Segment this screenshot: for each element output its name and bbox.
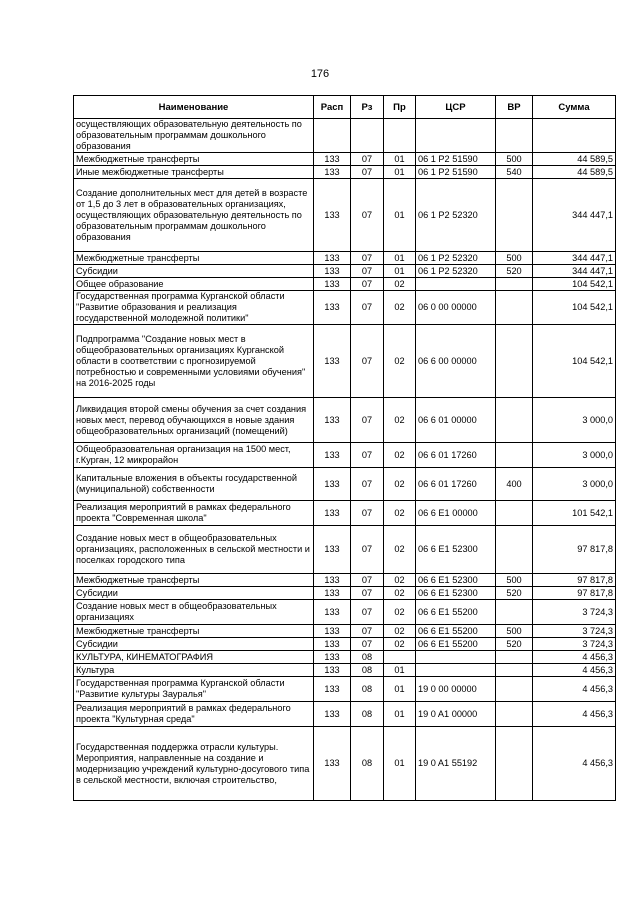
table-row	[74, 179, 616, 252]
cell-rasp	[314, 119, 351, 153]
cell-pr: 02	[384, 468, 416, 501]
cell-rasp: 133	[314, 677, 351, 702]
cell-rz: 07	[351, 501, 384, 526]
cell-sum: 344 447,1	[533, 252, 616, 265]
cell-name: Государственная поддержка отрасли культуры. Мероприятия, направленные на создание и модернизацию учреждений культурно-досугового типа в сельской местности, включая строительство,	[74, 727, 314, 801]
cell-csr	[416, 278, 496, 291]
cell-rz: 07	[351, 278, 384, 291]
cell-pr: 02	[384, 501, 416, 526]
cell-vr	[496, 179, 533, 252]
cell-csr: 06 6 E1 52300	[416, 587, 496, 600]
cell-vr	[496, 664, 533, 677]
cell-vr	[496, 600, 533, 625]
cell-name: Создание новых мест в общеобразовательных организациях, расположенных в сельской местности и поселках городского типа	[74, 526, 314, 574]
table-row	[74, 625, 616, 638]
table-row	[74, 252, 616, 265]
cell-vr: 540	[496, 166, 533, 179]
cell-name: Межбюджетные трансферты	[74, 574, 314, 587]
cell-csr: 06 6 01 17260	[416, 443, 496, 468]
cell-rasp: 133	[314, 651, 351, 664]
cell-rasp: 133	[314, 468, 351, 501]
table-row	[74, 265, 616, 278]
cell-sum: 4 456,3	[533, 702, 616, 727]
cell-vr: 520	[496, 265, 533, 278]
cell-sum	[533, 119, 616, 153]
cell-rasp: 133	[314, 702, 351, 727]
cell-sum: 104 542,1	[533, 278, 616, 291]
cell-rz: 07	[351, 252, 384, 265]
cell-pr	[384, 651, 416, 664]
cell-pr: 02	[384, 325, 416, 398]
cell-vr	[496, 325, 533, 398]
table-row	[74, 119, 616, 153]
cell-sum: 344 447,1	[533, 265, 616, 278]
cell-sum: 4 456,3	[533, 664, 616, 677]
cell-csr: 06 1 P2 51590	[416, 166, 496, 179]
header-vr: ВР	[496, 96, 533, 119]
table-header-row	[74, 96, 616, 119]
cell-vr: 400	[496, 468, 533, 501]
cell-pr: 02	[384, 398, 416, 443]
cell-name: Субсидии	[74, 638, 314, 651]
table-row	[74, 587, 616, 600]
cell-rasp: 133	[314, 600, 351, 625]
header-pr: Пр	[384, 96, 416, 119]
cell-name: Создание дополнительных мест для детей в возрасте от 1,5 до 3 лет в образовательных организациях, осуществляющих образовательную деятельность по образовательным программам дошкольного образования	[74, 179, 314, 252]
cell-rasp: 133	[314, 526, 351, 574]
cell-pr: 02	[384, 526, 416, 574]
cell-rasp: 133	[314, 166, 351, 179]
cell-rz: 07	[351, 166, 384, 179]
cell-vr: 500	[496, 574, 533, 587]
cell-pr: 02	[384, 291, 416, 325]
table-row	[74, 677, 616, 702]
cell-rz: 08	[351, 727, 384, 801]
header-rasp: Расп	[314, 96, 351, 119]
table-row	[74, 501, 616, 526]
cell-name: Государственная программа Курганской области "Развитие культуры Зауралья"	[74, 677, 314, 702]
cell-rasp: 133	[314, 664, 351, 677]
cell-csr: 19 0 A1 55192	[416, 727, 496, 801]
cell-csr: 06 6 E1 00000	[416, 501, 496, 526]
cell-rasp: 133	[314, 325, 351, 398]
cell-csr: 19 0 00 00000	[416, 677, 496, 702]
cell-vr	[496, 651, 533, 664]
cell-name: Капитальные вложения в объекты государственной (муниципальной) собственности	[74, 468, 314, 501]
cell-rz: 07	[351, 398, 384, 443]
cell-name: Межбюджетные трансферты	[74, 252, 314, 265]
cell-pr: 02	[384, 625, 416, 638]
cell-pr: 02	[384, 638, 416, 651]
cell-rz: 07	[351, 625, 384, 638]
cell-vr	[496, 677, 533, 702]
cell-vr	[496, 702, 533, 727]
header-sum: Сумма	[533, 96, 616, 119]
cell-csr: 06 1 P2 52320	[416, 179, 496, 252]
cell-pr: 01	[384, 265, 416, 278]
table-row	[74, 664, 616, 677]
cell-rasp: 133	[314, 153, 351, 166]
cell-rz: 07	[351, 265, 384, 278]
cell-csr: 06 1 P2 52320	[416, 252, 496, 265]
cell-vr: 520	[496, 638, 533, 651]
cell-sum: 44 589,5	[533, 153, 616, 166]
cell-sum: 97 817,8	[533, 587, 616, 600]
cell-pr: 01	[384, 179, 416, 252]
cell-name: Государственная программа Курганской области "Развитие образования и реализация государственной молодежной политики"	[74, 291, 314, 325]
cell-rz	[351, 119, 384, 153]
cell-pr: 01	[384, 727, 416, 801]
cell-pr: 02	[384, 278, 416, 291]
cell-csr: 06 6 E1 52300	[416, 526, 496, 574]
cell-csr: 06 6 E1 55200	[416, 600, 496, 625]
cell-pr: 01	[384, 677, 416, 702]
cell-sum: 44 589,5	[533, 166, 616, 179]
cell-sum: 4 456,3	[533, 677, 616, 702]
cell-vr: 500	[496, 625, 533, 638]
cell-rasp: 133	[314, 278, 351, 291]
cell-rz: 07	[351, 600, 384, 625]
cell-rz: 08	[351, 702, 384, 727]
cell-rasp: 133	[314, 727, 351, 801]
cell-rasp: 133	[314, 625, 351, 638]
cell-pr: 02	[384, 600, 416, 625]
cell-pr: 01	[384, 702, 416, 727]
cell-name: Реализация мероприятий в рамках федерального проекта "Современная школа"	[74, 501, 314, 526]
cell-name: Иные межбюджетные трансферты	[74, 166, 314, 179]
cell-pr: 01	[384, 166, 416, 179]
table-row	[74, 526, 616, 574]
cell-sum: 3 000,0	[533, 468, 616, 501]
table-row	[74, 651, 616, 664]
cell-name: Ликвидация второй смены обучения за счет создания новых мест, перевод обучающихся в новые здания общеобразовательных организаций (помещений)	[74, 398, 314, 443]
cell-rz: 07	[351, 587, 384, 600]
table-row	[74, 398, 616, 443]
cell-csr: 06 6 E1 55200	[416, 625, 496, 638]
cell-rasp: 133	[314, 638, 351, 651]
header-name: Наименование	[74, 96, 314, 119]
cell-vr	[496, 443, 533, 468]
cell-pr: 02	[384, 587, 416, 600]
cell-sum: 4 456,3	[533, 727, 616, 801]
cell-vr	[496, 278, 533, 291]
cell-csr: 06 0 00 00000	[416, 291, 496, 325]
cell-sum: 3 724,3	[533, 638, 616, 651]
cell-csr	[416, 664, 496, 677]
cell-csr: 06 6 00 00000	[416, 325, 496, 398]
cell-rasp: 133	[314, 291, 351, 325]
cell-rasp: 133	[314, 501, 351, 526]
table-row	[74, 468, 616, 501]
cell-csr: 06 6 E1 52300	[416, 574, 496, 587]
cell-sum: 3 000,0	[533, 443, 616, 468]
cell-vr	[496, 526, 533, 574]
cell-rasp: 133	[314, 574, 351, 587]
table-row	[74, 574, 616, 587]
cell-vr	[496, 727, 533, 801]
cell-pr: 02	[384, 574, 416, 587]
cell-sum: 97 817,8	[533, 574, 616, 587]
cell-rasp: 133	[314, 179, 351, 252]
cell-sum: 97 817,8	[533, 526, 616, 574]
cell-pr: 01	[384, 252, 416, 265]
cell-csr: 06 1 P2 52320	[416, 265, 496, 278]
table-row	[74, 727, 616, 801]
budget-table	[73, 95, 616, 801]
table-row	[74, 600, 616, 625]
cell-vr	[496, 291, 533, 325]
cell-pr: 01	[384, 664, 416, 677]
cell-name: КУЛЬТУРА, КИНЕМАТОГРАФИЯ	[74, 651, 314, 664]
page-number: 176	[310, 68, 330, 80]
cell-rz: 07	[351, 291, 384, 325]
table-row	[74, 291, 616, 325]
cell-rz: 08	[351, 664, 384, 677]
table-row	[74, 278, 616, 291]
cell-name: Общеобразовательная организация на 1500 мест, г.Курган, 12 микрорайон	[74, 443, 314, 468]
cell-rz: 07	[351, 325, 384, 398]
cell-rz: 07	[351, 638, 384, 651]
cell-csr	[416, 651, 496, 664]
cell-pr: 02	[384, 443, 416, 468]
cell-name: Межбюджетные трансферты	[74, 625, 314, 638]
cell-rz: 07	[351, 179, 384, 252]
header-rz: Рз	[351, 96, 384, 119]
cell-csr: 06 1 P2 51590	[416, 153, 496, 166]
table-row	[74, 325, 616, 398]
cell-rz: 07	[351, 443, 384, 468]
cell-rz: 07	[351, 526, 384, 574]
table-row	[74, 166, 616, 179]
table-row	[74, 638, 616, 651]
cell-name: осуществляющих образовательную деятельность по образовательным программам дошкольного образования	[74, 119, 314, 153]
cell-csr: 06 6 E1 55200	[416, 638, 496, 651]
cell-vr: 500	[496, 153, 533, 166]
cell-vr: 500	[496, 252, 533, 265]
cell-name: Создание новых мест в общеобразовательных организациях	[74, 600, 314, 625]
cell-rz: 07	[351, 574, 384, 587]
table-row	[74, 443, 616, 468]
cell-rasp: 133	[314, 398, 351, 443]
cell-rz: 07	[351, 468, 384, 501]
cell-sum: 3 724,3	[533, 600, 616, 625]
cell-name: Общее образование	[74, 278, 314, 291]
cell-sum: 4 456,3	[533, 651, 616, 664]
cell-sum: 104 542,1	[533, 325, 616, 398]
cell-rasp: 133	[314, 265, 351, 278]
cell-sum: 3 724,3	[533, 625, 616, 638]
cell-sum: 344 447,1	[533, 179, 616, 252]
header-csr: ЦСР	[416, 96, 496, 119]
cell-name: Подпрограмма "Создание новых мест в общеобразовательных организациях Курганской области в соответствии с прогнозируемой потребностью и современными условиями обучения" на 2016-2025 годы	[74, 325, 314, 398]
cell-csr	[416, 119, 496, 153]
cell-name: Межбюджетные трансферты	[74, 153, 314, 166]
cell-csr: 19 0 A1 00000	[416, 702, 496, 727]
cell-name: Субсидии	[74, 587, 314, 600]
cell-pr: 01	[384, 153, 416, 166]
cell-csr: 06 6 01 17260	[416, 468, 496, 501]
cell-rasp: 133	[314, 443, 351, 468]
cell-sum: 101 542,1	[533, 501, 616, 526]
cell-vr: 520	[496, 587, 533, 600]
cell-vr	[496, 501, 533, 526]
cell-rz: 08	[351, 677, 384, 702]
table-row	[74, 702, 616, 727]
cell-name: Реализация мероприятий в рамках федерального проекта "Культурная среда"	[74, 702, 314, 727]
cell-rz: 08	[351, 651, 384, 664]
cell-csr: 06 6 01 00000	[416, 398, 496, 443]
cell-pr	[384, 119, 416, 153]
cell-sum: 104 542,1	[533, 291, 616, 325]
cell-rasp: 133	[314, 587, 351, 600]
cell-rz: 07	[351, 153, 384, 166]
cell-sum: 3 000,0	[533, 398, 616, 443]
cell-name: Культура	[74, 664, 314, 677]
table-row	[74, 153, 616, 166]
cell-vr	[496, 119, 533, 153]
cell-vr	[496, 398, 533, 443]
cell-rasp: 133	[314, 252, 351, 265]
cell-name: Субсидии	[74, 265, 314, 278]
